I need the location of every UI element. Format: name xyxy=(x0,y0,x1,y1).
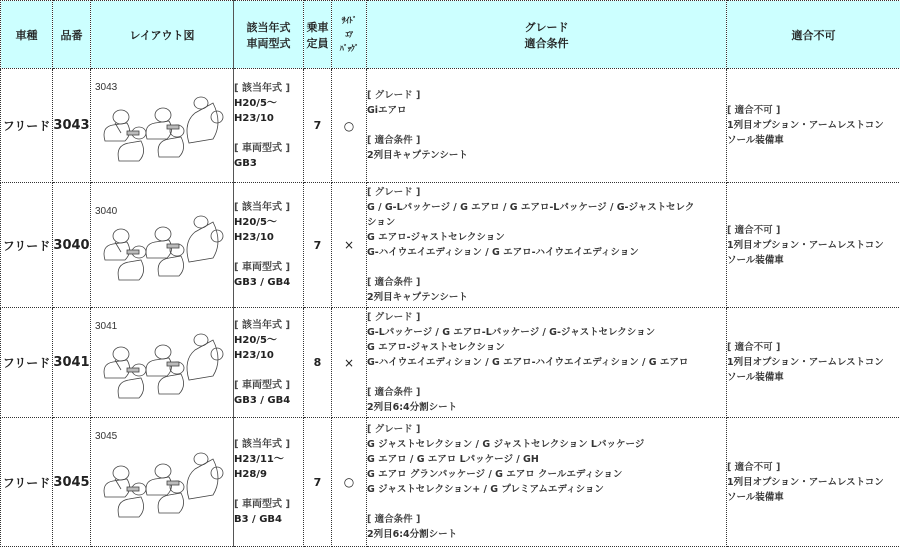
grade-line: G / G-Lパッケージ / G エアロ / G エアロ-Lパッケージ / G-ジャストセレク xyxy=(367,202,695,213)
grade-line: Giエアロ xyxy=(367,105,407,116)
car-name: フリード xyxy=(1,418,53,547)
seat-layout-icon xyxy=(97,447,229,527)
ng-line-2: ソール装備車 xyxy=(727,372,784,383)
grade-label: [ グレード ] xyxy=(367,424,421,435)
grade-label: [ グレード ] xyxy=(367,312,421,323)
grade-list xyxy=(367,325,726,370)
ng-label: [ 適合不可 ] xyxy=(727,224,781,236)
layout-number: 3043 xyxy=(95,81,118,93)
year-label: [ 該当年式 ] xyxy=(234,82,291,94)
grade-label: [ グレード ] xyxy=(367,187,421,198)
layout-number: 3045 xyxy=(95,430,118,442)
product-code: 3040 xyxy=(53,183,91,308)
year-model-cell xyxy=(234,308,304,418)
grade-line: G エアロ-ジャストセレクション xyxy=(367,232,505,243)
grade-line: G-Lパッケージ / G エアロ-Lパッケージ / G-ジャストセレクション xyxy=(367,327,656,338)
ng-line-1: 1列目オプション・アームレストコン xyxy=(727,120,884,131)
ng-label: [ 適合不可 ] xyxy=(727,105,781,116)
model-code: GB3 / GB4 xyxy=(234,394,291,406)
product-code: 3045 xyxy=(53,418,91,547)
ng-cell xyxy=(727,418,900,547)
header-code: 品番 xyxy=(53,1,91,69)
header-row xyxy=(1,1,900,69)
ng-line-2: ソール装備車 xyxy=(727,135,784,146)
grade-line: G-ハイウエイエディション / G エアロ-ハイウエイエディション xyxy=(367,247,639,258)
condition-value: 2列目6:4分割シート xyxy=(367,402,458,413)
year-to: H23/10 xyxy=(234,349,274,361)
side-airbag: ○ xyxy=(332,69,367,183)
condition-label: [ 適合条件 ] xyxy=(367,514,421,525)
ng-cell xyxy=(727,183,900,308)
header-seats: 乗車 定員 xyxy=(304,1,332,69)
header-airbag: ｻｲﾄﾞ ｴｱ ﾊﾞｯｸﾞ xyxy=(332,1,367,69)
year-to: H23/10 xyxy=(234,232,274,243)
year-from: H23/11～ xyxy=(234,454,284,465)
header-ng: 適合不可 xyxy=(727,1,900,69)
year-label: [ 該当年式 ] xyxy=(234,202,291,213)
seat-layout-icon xyxy=(97,328,229,408)
condition-value: 2列目キャプテンシート xyxy=(367,150,468,161)
layout-number: 3041 xyxy=(95,320,118,332)
header-layout: レイアウト図 xyxy=(91,1,234,69)
car-name: フリード xyxy=(1,183,53,308)
model-label: [ 車両型式 ] xyxy=(234,262,291,273)
condition-value: 2列目キャプテンシート xyxy=(367,292,468,303)
model-label: [ 車両型式 ] xyxy=(234,379,291,391)
grade-line: G エアロ / G エアロ Lパッケージ / GH xyxy=(367,454,539,465)
header-year: 該当年式 車両型式 xyxy=(234,1,304,69)
grade-line: G エアロ グランパッケージ / G エアロ クールエディション xyxy=(367,469,623,480)
year-from: H20/5～ xyxy=(234,334,277,346)
layout-number: 3040 xyxy=(95,205,118,217)
condition-label: [ 適合条件 ] xyxy=(367,277,421,288)
table-row xyxy=(1,183,900,308)
grade-line: G エアロ-ジャストセレクション xyxy=(367,342,505,353)
product-code: 3041 xyxy=(53,308,91,418)
seat-layout-icon xyxy=(97,210,229,290)
grade-cell xyxy=(367,418,727,547)
year-model-cell xyxy=(234,183,304,308)
ng-cell xyxy=(727,308,900,418)
model-code: B3 / GB4 xyxy=(234,514,282,525)
grade-line: ション xyxy=(367,217,396,228)
ng-line-1: 1列目オプション・アームレストコン xyxy=(727,476,884,488)
car-name: フリード xyxy=(1,308,53,418)
grade-label: [ グレード ] xyxy=(367,90,421,101)
grade-list xyxy=(367,103,726,118)
seat-capacity: 7 xyxy=(304,69,332,183)
year-from: H20/5～ xyxy=(234,97,277,109)
grade-list xyxy=(367,437,726,497)
side-airbag: ○ xyxy=(332,418,367,547)
ng-label: [ 適合不可 ] xyxy=(727,461,781,473)
seat-capacity: 7 xyxy=(304,183,332,308)
grade-line: G ジャストセレクション / G ジャストセレクション Lパッケージ xyxy=(367,439,645,450)
layout-diagram xyxy=(91,69,234,183)
ng-line-1: 1列目オプション・アームレストコン xyxy=(727,239,884,251)
header-grade: グレード 適合条件 xyxy=(367,1,727,69)
year-label: [ 該当年式 ] xyxy=(234,319,291,331)
year-model-cell xyxy=(234,69,304,183)
table-row xyxy=(1,69,900,183)
grade-line: G ジャストセレクション+ / G プレミアムエディション xyxy=(367,484,604,495)
year-to: H23/10 xyxy=(234,112,274,124)
side-airbag: × xyxy=(332,183,367,308)
table-row xyxy=(1,418,900,547)
year-model-cell xyxy=(234,418,304,547)
table-row xyxy=(1,308,900,418)
ng-line-2: ソール装備車 xyxy=(727,254,784,266)
product-code: 3043 xyxy=(53,69,91,183)
layout-diagram xyxy=(91,418,234,547)
ng-line-1: 1列目オプション・アームレストコン xyxy=(727,357,884,368)
seat-layout-icon xyxy=(97,91,229,171)
car-name: フリード xyxy=(1,69,53,183)
ng-cell xyxy=(727,69,900,183)
grade-cell xyxy=(367,183,727,308)
seat-capacity: 7 xyxy=(304,418,332,547)
grade-cell xyxy=(367,69,727,183)
year-label: [ 該当年式 ] xyxy=(234,439,291,450)
model-label: [ 車両型式 ] xyxy=(234,499,291,510)
condition-label: [ 適合条件 ] xyxy=(367,135,421,146)
seat-capacity: 8 xyxy=(304,308,332,418)
condition-label: [ 適合条件 ] xyxy=(367,387,421,398)
year-from: H20/5～ xyxy=(234,217,277,228)
model-label: [ 車両型式 ] xyxy=(234,142,291,154)
model-code: GB3 xyxy=(234,157,257,169)
layout-diagram xyxy=(91,308,234,418)
ng-line-2: ソール装備車 xyxy=(727,491,784,503)
grade-list xyxy=(367,200,726,260)
condition-value: 2列目6:4分割シート xyxy=(367,529,458,540)
year-to: H28/9 xyxy=(234,469,267,480)
side-airbag: × xyxy=(332,308,367,418)
grade-line: G-ハイウエイエディション / G エアロ-ハイウエイエディション / G エアロ xyxy=(367,357,689,368)
header-car: 車種 xyxy=(1,1,53,69)
ng-label: [ 適合不可 ] xyxy=(727,342,781,353)
model-code: GB3 / GB4 xyxy=(234,277,291,288)
grade-cell xyxy=(367,308,727,418)
layout-diagram xyxy=(91,183,234,308)
